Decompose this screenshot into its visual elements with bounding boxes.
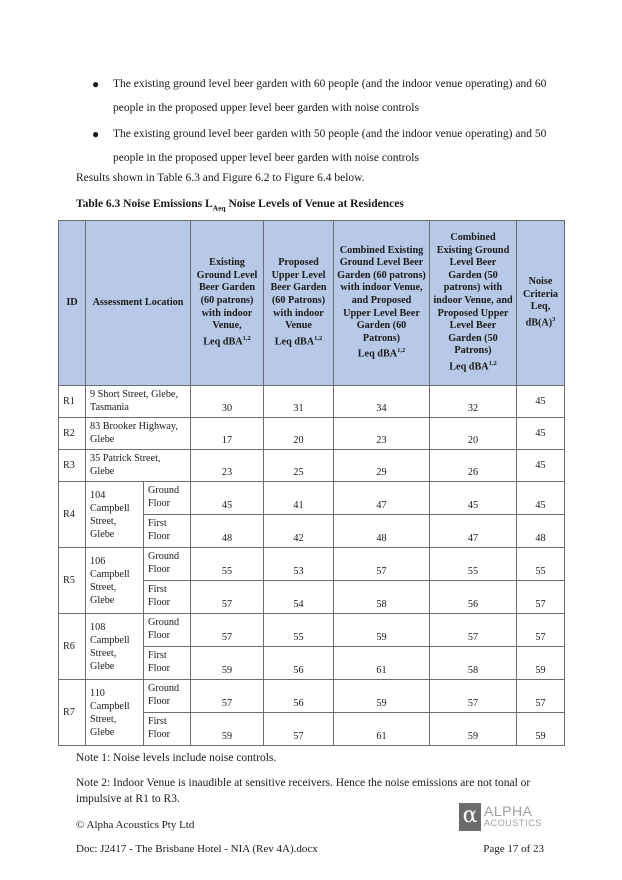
- value-cell: 57: [191, 614, 264, 647]
- value-cell: 26: [430, 450, 517, 482]
- floor-label: Ground Floor: [144, 548, 191, 581]
- footer-document-name: Doc: J2417 - The Brisbane Hotel - NIA (Rev 4A).docx: [76, 843, 318, 855]
- value-cell: 57: [430, 680, 517, 713]
- receiver-location: 108 Campbell Street, Glebe: [86, 614, 144, 680]
- bullet-text: The existing ground level beer garden with 60 people (and the indoor venue operating) and 60 people in the proposed upper level beer garden with noise controls: [113, 78, 547, 114]
- floor-label: First Floor: [144, 647, 191, 680]
- floor-label: Ground Floor: [144, 680, 191, 713]
- noise-levels-table: [58, 220, 565, 746]
- results-paragraph: Results shown in Table 6.3 and Figure 6.2 to Figure 6.4 below.: [76, 172, 365, 184]
- value-cell: 56: [430, 581, 517, 614]
- header-proposed-upper: Proposed Upper Level Beer Garden (60 Patrons) with indoor Venue Leq dBA$^{1,2}$: [264, 221, 334, 386]
- table-row: [59, 614, 565, 647]
- receiver-location: 104 Campbell Street, Glebe: [86, 482, 144, 548]
- value-cell: 45: [191, 482, 264, 515]
- value-cell: 32: [430, 386, 517, 418]
- receiver-id: R7: [59, 680, 86, 746]
- table-header-row: [59, 221, 565, 386]
- receiver-location: 106 Campbell Street, Glebe: [86, 548, 144, 614]
- criteria-cell: 55: [517, 548, 565, 581]
- criteria-cell: 45: [517, 450, 565, 482]
- value-cell: 59: [191, 713, 264, 746]
- criteria-cell: 57: [517, 614, 565, 647]
- value-cell: 45: [430, 482, 517, 515]
- table-row: [59, 482, 565, 515]
- receiver-id: R3: [59, 450, 86, 482]
- header-location: Assessment Location: [86, 221, 191, 386]
- receiver-id: R2: [59, 418, 86, 450]
- header-combined-50: Combined Existing Ground Level Beer Garden (50 patrons) with indoor Venue, and Proposed Upper Level Beer Garden (50 Patrons) Leq dBA$^{1,2}$: [430, 221, 517, 386]
- value-cell: 58: [334, 581, 430, 614]
- value-cell: 25: [264, 450, 334, 482]
- floor-label: First Floor: [144, 581, 191, 614]
- table-row: [59, 680, 565, 713]
- value-cell: 29: [334, 450, 430, 482]
- header-id: ID: [59, 221, 86, 386]
- value-cell: 56: [264, 680, 334, 713]
- receiver-id: R6: [59, 614, 86, 680]
- value-cell: 57: [191, 680, 264, 713]
- value-cell: 23: [334, 418, 430, 450]
- criteria-cell: 59: [517, 713, 565, 746]
- value-cell: 48: [334, 515, 430, 548]
- value-cell: 34: [334, 386, 430, 418]
- value-cell: 42: [264, 515, 334, 548]
- header-noise-criteria: Noise Criteria Leq, $dB(A)^3$: [517, 221, 565, 386]
- value-cell: 55: [430, 548, 517, 581]
- value-cell: 59: [334, 680, 430, 713]
- value-cell: 59: [191, 647, 264, 680]
- bullet-item: [92, 72, 562, 120]
- table-row: [59, 450, 565, 482]
- receiver-location: 35 Patrick Street, Glebe: [86, 450, 191, 482]
- alpha-acoustics-logo: [459, 803, 542, 831]
- criteria-cell: 45: [517, 482, 565, 515]
- floor-label: Ground Floor: [144, 482, 191, 515]
- value-cell: 57: [264, 713, 334, 746]
- bullet-text: The existing ground level beer garden with 50 people (and the indoor venue operating) and 50 people in the proposed upper level beer garden with noise controls: [113, 128, 547, 164]
- value-cell: 57: [334, 548, 430, 581]
- receiver-location: 110 Campbell Street, Glebe: [86, 680, 144, 746]
- footer-page-number: Page 17 of 23: [483, 843, 544, 855]
- value-cell: 57: [191, 581, 264, 614]
- table-row: [59, 386, 565, 418]
- criteria-cell: 59: [517, 647, 565, 680]
- note-1: Note 1: Noise levels include noise controls.: [76, 752, 277, 764]
- logo-wordmark: [484, 805, 542, 829]
- value-cell: 61: [334, 647, 430, 680]
- criteria-cell: 45: [517, 386, 565, 418]
- value-cell: 59: [334, 614, 430, 647]
- value-cell: 20: [264, 418, 334, 450]
- criteria-cell: 57: [517, 680, 565, 713]
- criteria-cell: 48: [517, 515, 565, 548]
- bullet-list: [92, 72, 562, 172]
- value-cell: 55: [191, 548, 264, 581]
- value-cell: 53: [264, 548, 334, 581]
- value-cell: 59: [430, 713, 517, 746]
- receiver-location: 83 Brooker Highway, Glebe: [86, 418, 191, 450]
- criteria-cell: 45: [517, 418, 565, 450]
- value-cell: 31: [264, 386, 334, 418]
- bullet-dot-icon: ●: [92, 77, 100, 91]
- value-cell: 54: [264, 581, 334, 614]
- value-cell: 56: [264, 647, 334, 680]
- header-existing-ground: Existing Ground Level Beer Garden (60 patrons) with indoor Venue, Leq dBA$^{1,2}$: [191, 221, 264, 386]
- receiver-location: 9 Short Street, Glebe, Tasmania: [86, 386, 191, 418]
- table-row: [59, 418, 565, 450]
- value-cell: 57: [430, 614, 517, 647]
- floor-label: Ground Floor: [144, 614, 191, 647]
- criteria-cell: 57: [517, 581, 565, 614]
- note-2: Note 2: Indoor Venue is inaudible at sensitive receivers. Hence the noise emissions are not tonal or impulsive at R1 to R3.: [76, 777, 531, 805]
- logo-line-2: ACOUSTICS: [484, 818, 542, 828]
- value-cell: 41: [264, 482, 334, 515]
- value-cell: 55: [264, 614, 334, 647]
- value-cell: 30: [191, 386, 264, 418]
- value-cell: 48: [191, 515, 264, 548]
- value-cell: 47: [334, 482, 430, 515]
- bullet-dot-icon: ●: [92, 127, 100, 141]
- logo-line-1: ALPHA: [484, 803, 533, 819]
- footer-copyright: © Alpha Acoustics Pty Ltd: [76, 819, 195, 831]
- table-row: [59, 548, 565, 581]
- value-cell: 20: [430, 418, 517, 450]
- receiver-id: R5: [59, 548, 86, 614]
- floor-label: First Floor: [144, 515, 191, 548]
- alpha-logo-icon: α: [459, 803, 481, 831]
- receiver-id: R4: [59, 482, 86, 548]
- value-cell: 47: [430, 515, 517, 548]
- floor-label: First Floor: [144, 713, 191, 746]
- bullet-item: [92, 122, 562, 170]
- header-combined-60: Combined Existing Ground Level Beer Garden (60 patrons) with indoor Venue, and Proposed Upper Level Beer Garden (60 Patrons) Leq dBA$^{1,2}$: [334, 221, 430, 386]
- value-cell: 61: [334, 713, 430, 746]
- receiver-id: R1: [59, 386, 86, 418]
- value-cell: 58: [430, 647, 517, 680]
- value-cell: 17: [191, 418, 264, 450]
- table-caption: Table 6.3 Noise Emissions $L_{Aeq}$ Noise Levels of Venue at Residences: [76, 198, 404, 213]
- value-cell: 23: [191, 450, 264, 482]
